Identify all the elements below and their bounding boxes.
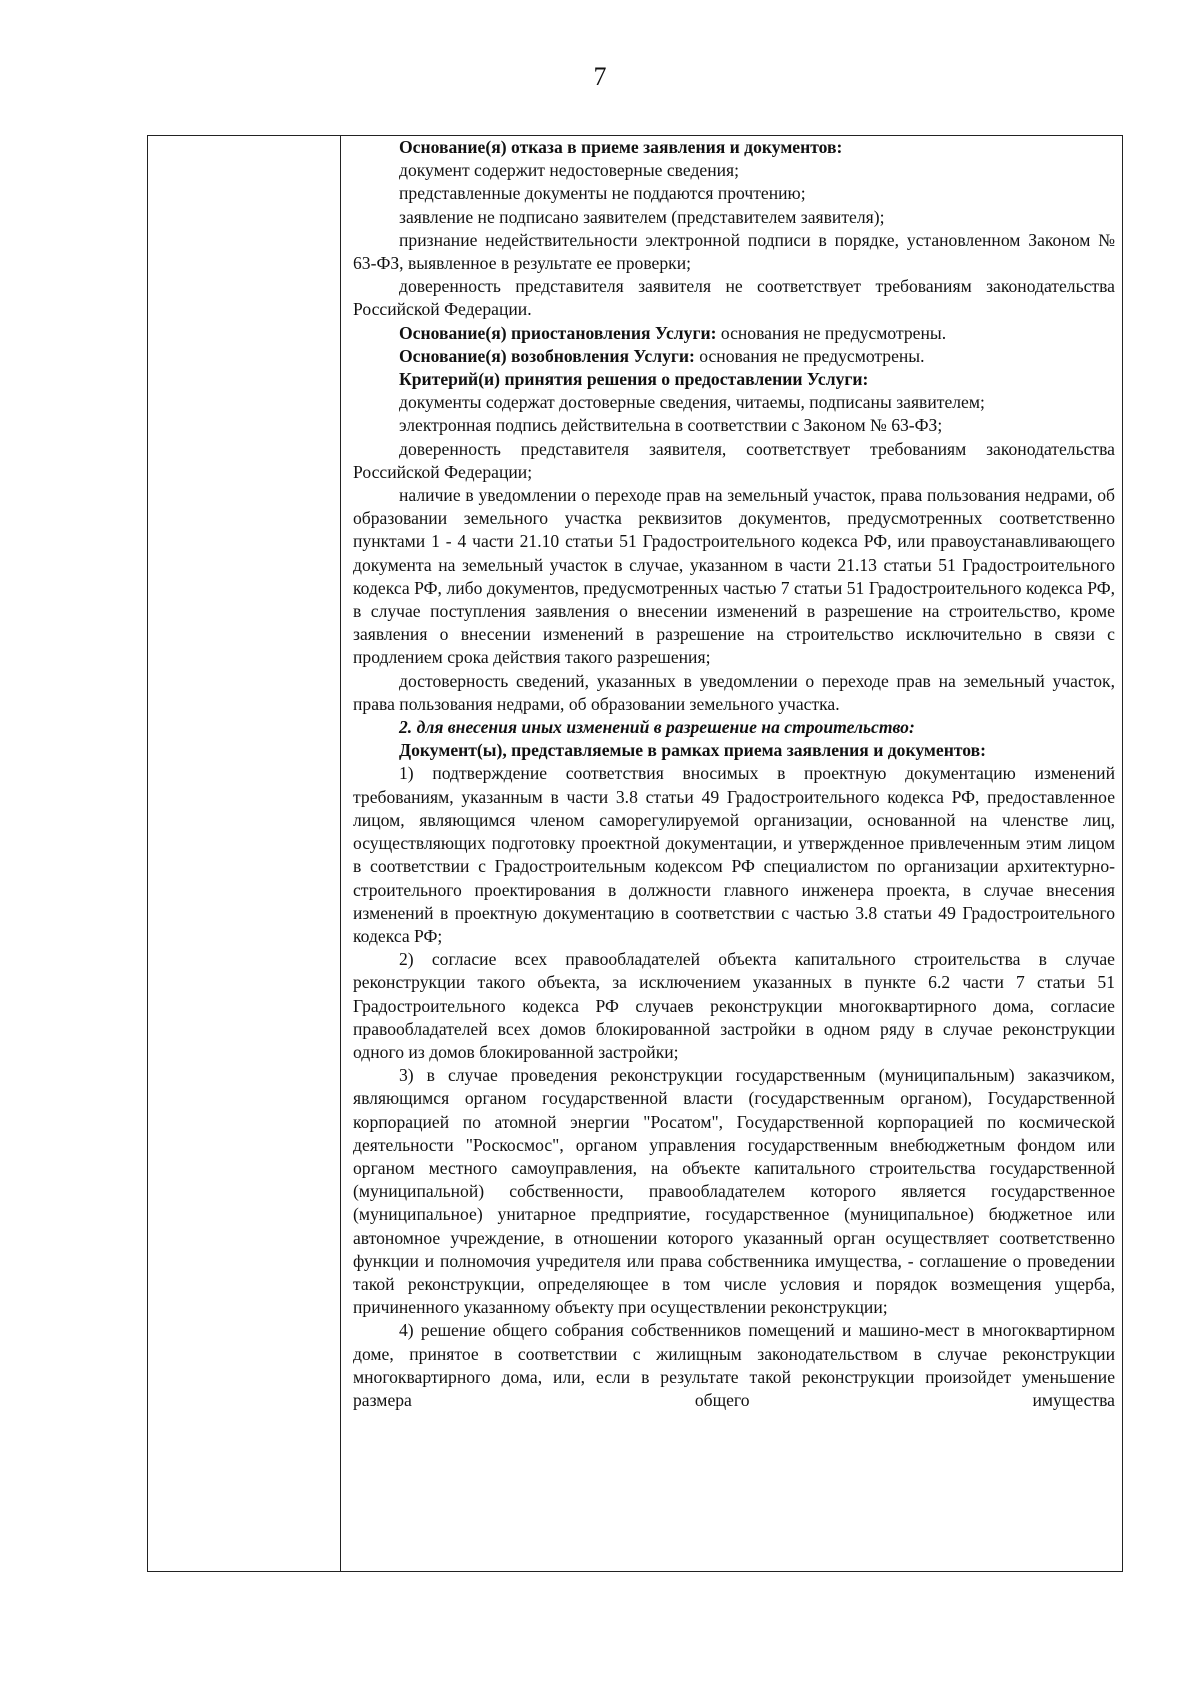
refusal-heading: Основание(я) отказа в приеме заявления и документов: bbox=[399, 137, 843, 157]
document-item: 3) в случае проведения реконструкции государственным (муниципальным) заказчиком, являющимся органом государственной власти (государственным органом), Государственной корпорацией по атомной энергии "Росатом", Государственной корпорацией по космической деятельности "Роскосмос", органом управления государственным внебюджетным фондом или органом местного самоуправления, на объекте капитального строительства государственной (муниципальной) собственности, правообладателем которого является государственное (муниципальное) унитарное предприятие, государственное (муниципальное) бюджетное или автономное учреждение, в отношении которого указанный орган осуществляет соответственно функции и полномочия учредителя или права собственника имущества, - соглашение о проведении такой реконструкции, определяющее в том числе условия и порядок возмещения ущерба, причиненного указанному объекту при осуществлении реконструкции; bbox=[353, 1065, 1115, 1318]
page-number: 7 bbox=[593, 62, 607, 91]
table-right-column bbox=[353, 136, 1115, 1571]
suspension-paragraph bbox=[353, 322, 1115, 345]
resumption-label: Основание(я) возобновления Услуги: bbox=[399, 345, 695, 366]
refusal-item: документ содержит недостоверные сведения; bbox=[399, 160, 740, 181]
document-item: 2) согласие всех правообладателей объекта капитального строительства в случае реконструкции такого объекта, за исключением указанных в пункте 6.2 части 7 статьи 51 Градостроительного кодекса РФ случаев реконструкции многоквартирного дома, согласие правообладателей всех домов блокированной застройки в одном ряду в случае реконструкции одного из домов блокированной застройки; bbox=[353, 949, 1115, 1062]
documents-heading: Документ(ы), представляемые в рамках приема заявления и документов: bbox=[399, 740, 986, 761]
document-item: 4) решение общего собрания собственников помещений и машино-мест в многоквартирном доме, принятое в соответствии с жилищным законодательством в случае реконструкции многоквартирного дома, или, если в результате такой реконструкции произойдет уменьшение размера общего имущества bbox=[353, 1320, 1115, 1410]
document-body bbox=[353, 136, 1115, 1412]
refusal-item: признание недействительности электронной подписи в порядке, установленном Законом № 63-ФЗ, выявленное в результате ее проверки; bbox=[353, 229, 1115, 274]
refusal-item: доверенность представителя заявителя не соответствует требованиям законодательства Российской Федерации. bbox=[353, 276, 1115, 320]
resumption-paragraph bbox=[353, 345, 1115, 368]
document-item: 1) подтверждение соответствия вносимых в проектную документацию изменений требованиям, указанным в части 3.8 статьи 49 Градостроительного кодекса РФ, предоставленное лицом, являющимся членом саморегулируемой организации, основанной на членстве лиц, осуществляющих подготовку проектной документации, и утвержденное привлеченным этим лицом в соответствии с Градостроительным кодексом РФ специалистом по организации архитектурно-строительного проектирования в должности главного инженера проекта, в случае внесения изменений в проектную документацию в соответствии с частью 3.8 статьи 49 Градостроительного кодекса РФ; bbox=[353, 763, 1115, 946]
criteria-item: достоверность сведений, указанных в уведомлении о переходе прав на земельный участок, права пользования недрами, об образовании земельного участка. bbox=[353, 670, 1115, 714]
criteria-item: наличие в уведомлении о переходе прав на земельный участок, права пользования недрами, об образовании земельного участка реквизитов документов, предусмотренных соответственно пунктами 1 - 4 части 21.10 статьи 51 Градостроительного кодекса РФ, или правоустанавливающего документа на земельный участок в случае, указанном в части 21.13 статьи 51 Градостроительного кодекса РФ, либо документов, предусмотренных частью 7 статьи 51 Градостроительного кодекса РФ, в случае поступления заявления о внесении изменений в разрешение на строительство, кроме заявления о внесении изменений в разрешение на строительство исключительно в связи с продлением срока действия такого разрешения; bbox=[353, 485, 1115, 668]
suspension-label: Основание(я) приостановления Услуги: bbox=[399, 322, 717, 343]
criteria-heading: Критерий(и) принятия решения о предоставлении Услуги: bbox=[399, 369, 869, 390]
resumption-text: основания не предусмотрены. bbox=[694, 345, 925, 366]
criteria-item: документы содержат достоверные сведения, читаемы, подписаны заявителем; bbox=[399, 392, 985, 413]
section-2-heading: 2. для внесения иных изменений в разрешение на строительство: bbox=[399, 717, 915, 738]
criteria-item: доверенность представителя заявителя, соответствует требованиям законодательства Российской Федерации; bbox=[353, 438, 1115, 482]
table-left-column bbox=[148, 136, 341, 1571]
refusal-item: заявление не подписано заявителем (представителем заявителя); bbox=[399, 206, 885, 227]
refusal-item: представленные документы не поддаются прочтению; bbox=[399, 183, 806, 204]
criteria-item: электронная подпись действительна в соответствии с Законом № 63-ФЗ; bbox=[399, 415, 943, 436]
table-frame bbox=[147, 135, 1123, 1572]
suspension-text: основания не предусмотрены. bbox=[716, 322, 947, 343]
